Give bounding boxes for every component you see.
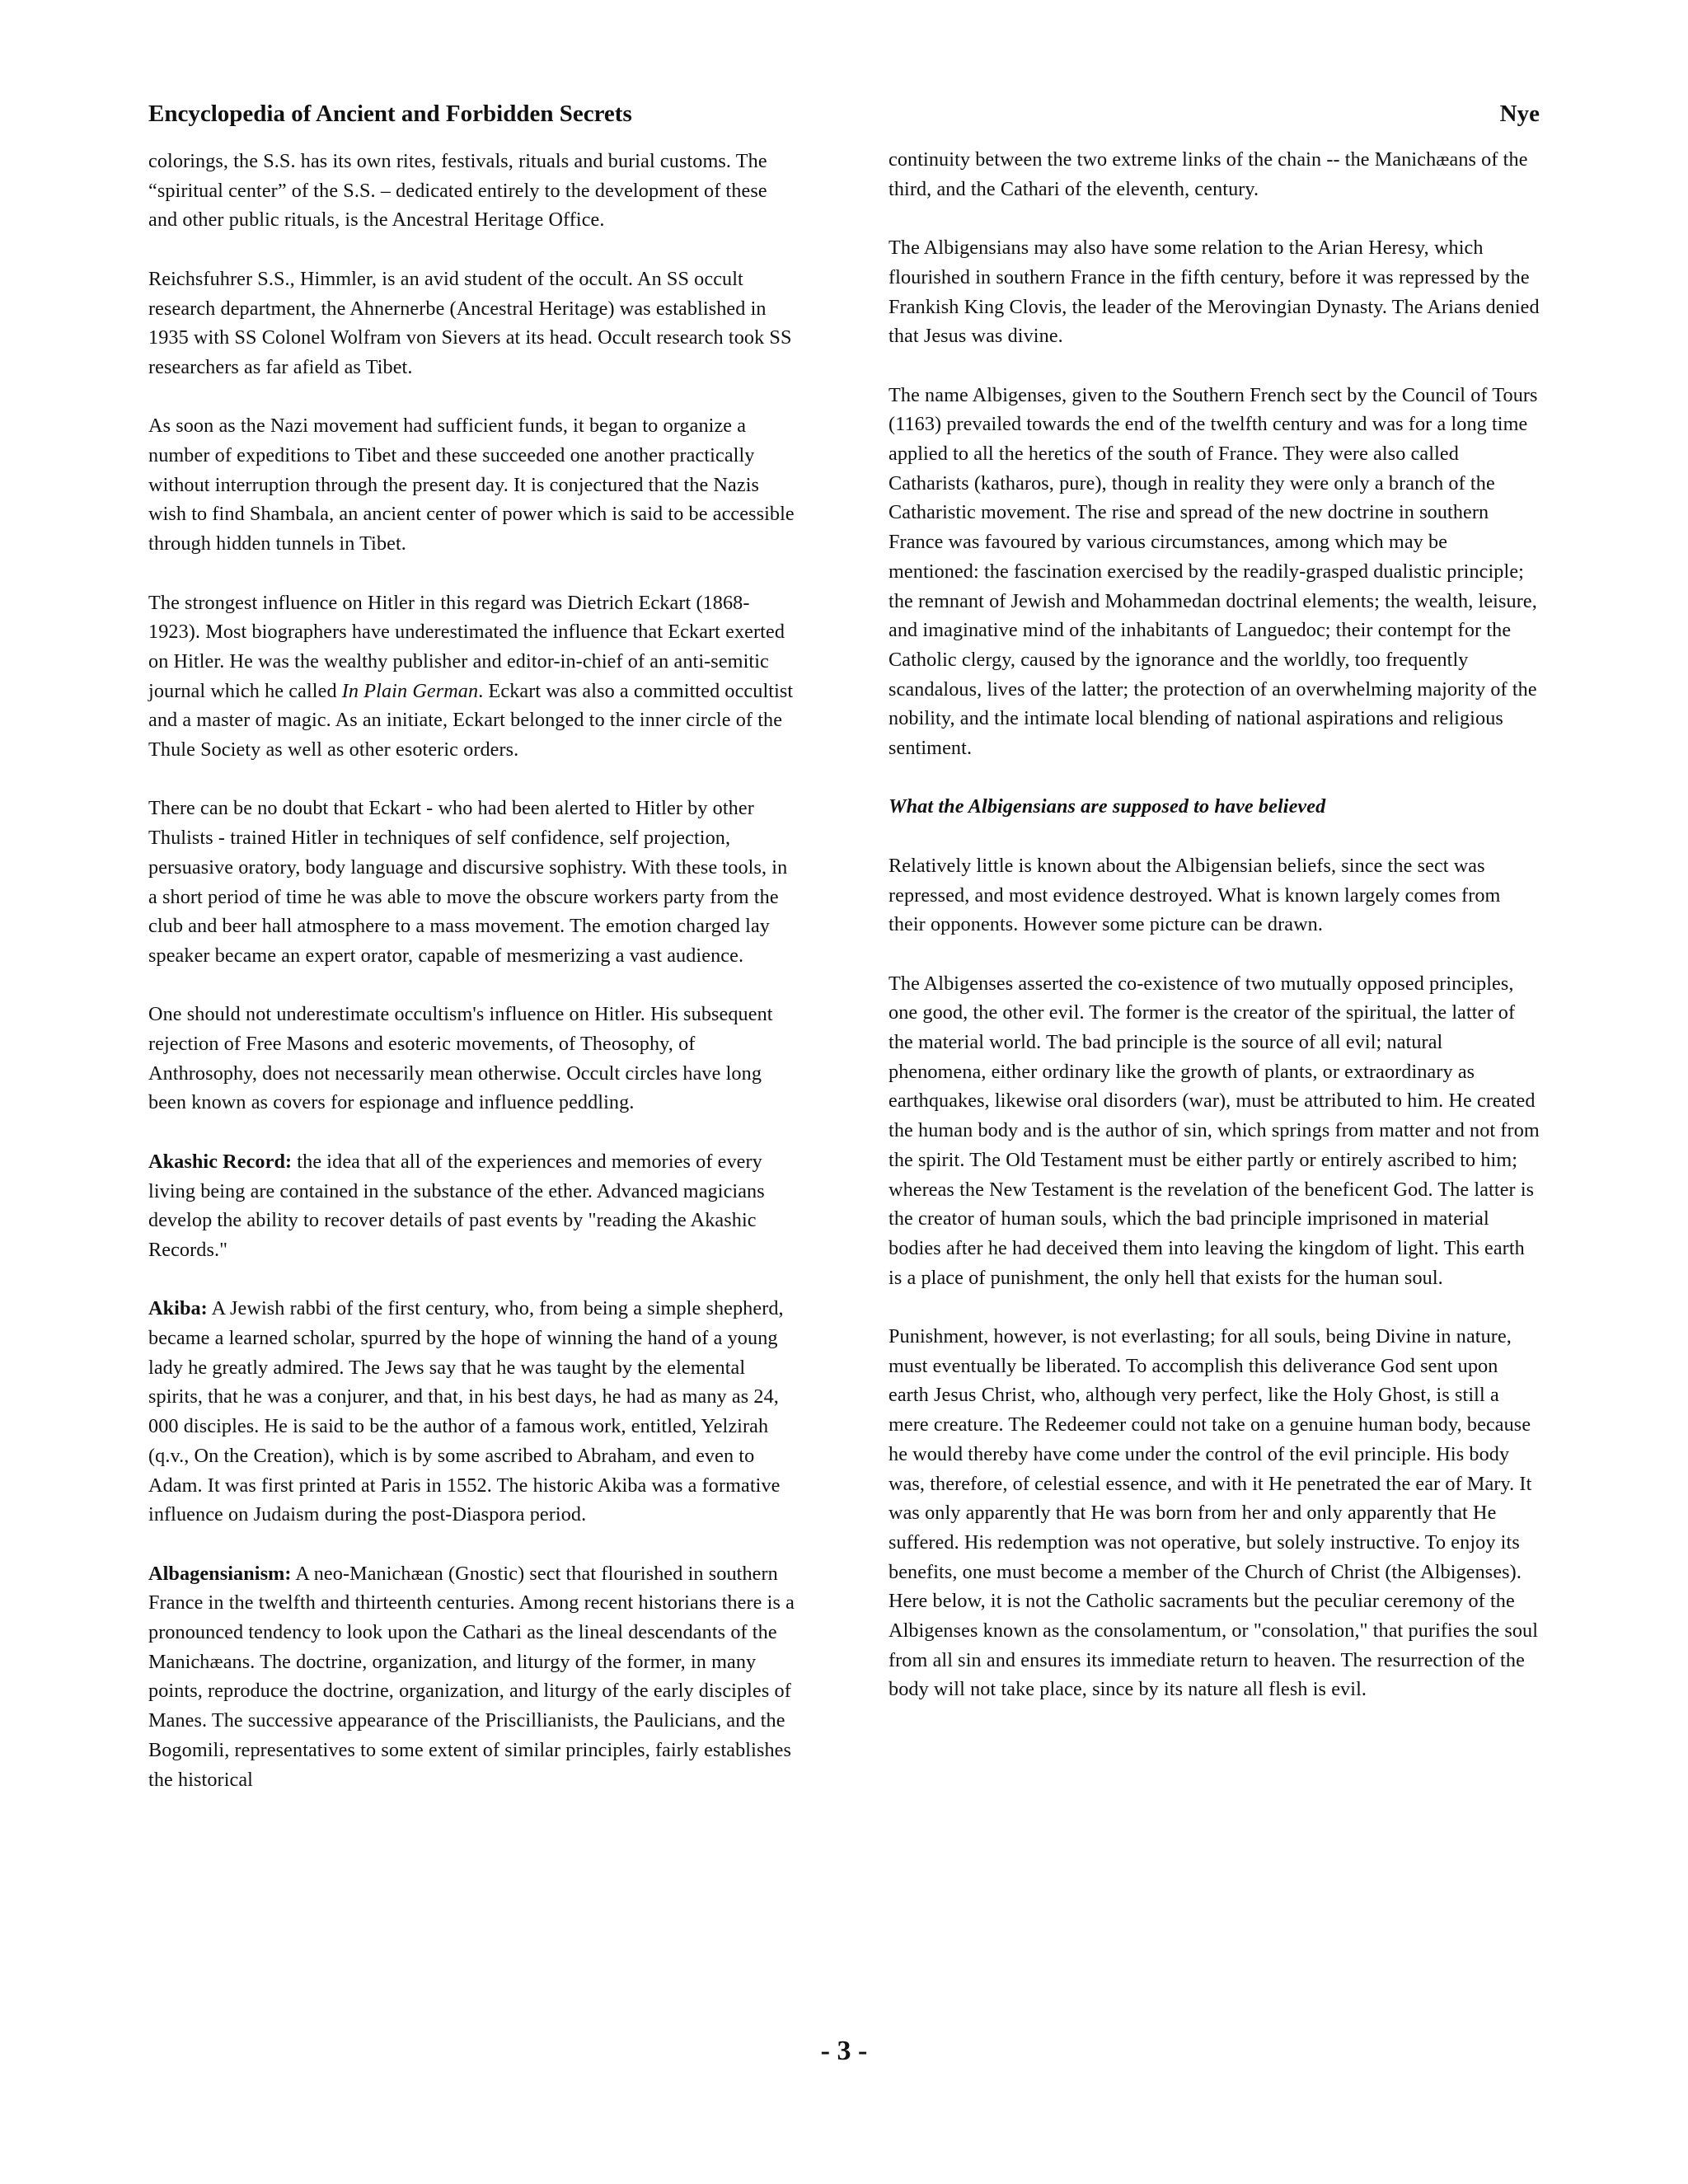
paragraph: There can be no doubt that Eckart - who had been alerted to Hitler by other Thulists - trained Hitler in techniques of self confidence, self projection, persuasive oratory, body language and discursive sophistry. With these tools, in a short period of time he was able to move the obscure workers party from the club and beer hall atmosphere to a mass movement. The emotion charged lay speaker became an expert orator, capable of mesmerizing a vast audience. [148, 797, 788, 967]
entry-definition: the idea that all of the experiences and memories of every living being are contained in the substance of the ether. Advanced magicians develop the ability to recover details of past events by "reading the Akashic Records." [148, 1150, 765, 1261]
paragraph: The name Albigenses, given to the Southern French sect by the Council of Tours (1163) prevailed towards the end of the twelfth century and was for a long time applied to all the heretics of the south of France. They were also called Catharists (katharos, pure), though in reality they were only a branch of the Catharistic movement. The rise and spread of the new doctrine in southern France was favoured by various circumstances, among which may be mentioned: the fascination exercised by the readily-grasped dualistic principle; the remnant of Jewish and Mohammedan doctrinal elements; the wealth, leisure, and imaginative mind of the inhabitants of Languedoc; their contempt for the Catholic clergy, caused by the ignorance and the worldly, too frequently scandalous, lives of the latter; the protection of an overwhelming majority of the nobility, and the intimate local blending of national aspirations and religious sentiment. [889, 383, 1538, 760]
running-header [148, 101, 1540, 137]
paragraph [148, 588, 799, 765]
section-subheading: What the Albigensians are supposed to have believed [889, 795, 1326, 818]
left-column [148, 147, 799, 1824]
entry-term: Albagensianism: [148, 1562, 292, 1585]
entry-term: Akiba: [148, 1297, 208, 1320]
right-column [889, 145, 1540, 1734]
paragraph: continuity between the two extreme links of the chain -- the Manichæans of the third, and the Cathari of the eleventh, century. [889, 148, 1528, 200]
paragraph-text: The strongest influence on Hitler in this regard was Dietrich Eckart (1868-1923). Most biographers have underestimated the influence that Eckart exerted on Hitler. He was the wealthy publisher and editor-in-chief of an anti-semitic journal which he called [148, 591, 785, 702]
paragraph: As soon as the Nazi movement had sufficient funds, it began to organize a number of expeditions to Tibet and these succeeded one another practically without interruption through the present day. It is conjectured that the Nazis wish to find Shambala, an ancient center of power which is said to be accessible through hidden tunnels in Tibet. [148, 415, 795, 555]
paragraph: The Albigenses asserted the co-existence of two mutually opposed principles, one good, the other evil. The former is the creator of the spiritual, the latter of the material world. The bad principle is the source of all evil; natural phenomena, either ordinary like the growth of plants, or extraordinary as earthquakes, likewise oral disorders (war), must be attributed to him. He created the human body and is the author of sin, which springs from matter and not from the spirit. The Old Testament must be either partly or entirely ascribed to him; whereas the New Testament is the revelation of the beneficent God. The latter is the creator of human souls, which the bad principle imprisoned in material bodies after he had deceived them into leaving the kingdom of light. This earth is a place of punishment, the only hell that exists for the human soul. [889, 972, 1540, 1289]
paragraph: Reichsfuhrer S.S., Himmler, is an avid student of the occult. An SS occult research department, the Ahnernerbe (Ancestral Heritage) was established in 1935 with SS Colonel Wolfram von Sievers at its head. Occult research took SS researchers as far afield as Tibet. [148, 267, 792, 378]
paragraph: colorings, the S.S. has its own rites, festivals, rituals and burial customs. The “spiritual center” of the S.S. – dedicated entirely to the development of these and other public rituals, is the Ancestral Heritage Office. [148, 150, 767, 232]
entry-definition: A neo-Manichæan (Gnostic) sect that flourished in southern France in the twelfth and thirteenth centuries. Among recent historians there is a pronounced tendency to look upon the Cathari as the lineal descendants of the Manichæans. The doctrine, organization, and liturgy of the former, in many points, reproduce the doctrine, organization, and liturgy of the early disciples of Manes. The successive appearance of the Priscillianists, the Paulicians, and the Bogomili, representatives to some extent of similar principles, fairly establishes the historical [148, 1562, 795, 1791]
entry-akiba [148, 1294, 799, 1530]
paragraph: Relatively little is known about the Albigensian beliefs, since the sect was repressed, and most evidence destroyed. What is known largely comes from their opponents. However some picture can be drawn. [889, 854, 1501, 936]
paragraph: Punishment, however, is not everlasting; for all souls, being Divine in nature, must eventually be liberated. To accomplish this deliverance God sent upon earth Jesus Christ, who, although very perfect, like the Holy Ghost, is still a mere creature. The Redeemer could not take on a genuine human body, because he would thereby have come under the control of the evil principle. His body was, therefore, of celestial essence, and with it He penetrated the ear of Mary. It was only apparently that He was born from her and only apparently that He suffered. His redemption was not operative, but solely instructive. To enjoy its benefits, one must become a member of the Church of Christ (the Albigenses). Here below, it is not the Catholic sacraments but the peculiar ceremony of the Albigenses known as the consolamentum, or "consolation," that purifies the soul from all sin and ensures its immediate return to heaven. The resurrection of the body will not take place, since by its nature all flesh is evil. [889, 1325, 1539, 1701]
paragraph-text: . Eckart was also a committed occultist and a master of magic. As an initiate, Eckart belonged to the inner circle of the Thule Society as well as other esoteric orders. [148, 679, 794, 762]
entry-albagensianism [148, 1559, 799, 1795]
book-title: Encyclopedia of Ancient and Forbidden Secrets [148, 101, 632, 127]
paragraph: The Albigensians may also have some relation to the Arian Heresy, which flourished in southern France in the fifth century, before it was repressed by the Frankish King Clovis, the leader of the Merovingian Dynasty. The Arians denied that Jesus was divine. [889, 237, 1540, 348]
entry-definition: A Jewish rabbi of the first century, who, from being a simple shepherd, became a learned scholar, spurred by the hope of winning the hand of a young lady he greatly admired. The Jews say that he was taught by the elemental spirits, that he was a conjurer, and that, in his best days, he had as many as 24, 000 disciples. He is said to be the author of a famous work, entitled, Yelzirah (q.v., On the Creation), which is by some ascribed to Abraham, and even to Adam. It was first printed at Paris in 1552. The historic Akiba was a formative influence on Judaism during the post-Diaspora period. [148, 1297, 784, 1526]
entry-term: Akashic Record: [148, 1150, 293, 1173]
journal-title: In Plain German [341, 679, 479, 702]
author-name: Nye [1499, 101, 1540, 127]
paragraph: One should not underestimate occultism's influence on Hitler. His subsequent rejection of Free Masons and esoteric movements, of Theosophy, of Anthrosophy, does not necessarily mean otherwise. Occult circles have long been known as covers for espionage and influence peddling. [148, 1003, 773, 1114]
page-number: - 3 - [820, 2036, 868, 2066]
entry-akashic-record [148, 1147, 799, 1265]
